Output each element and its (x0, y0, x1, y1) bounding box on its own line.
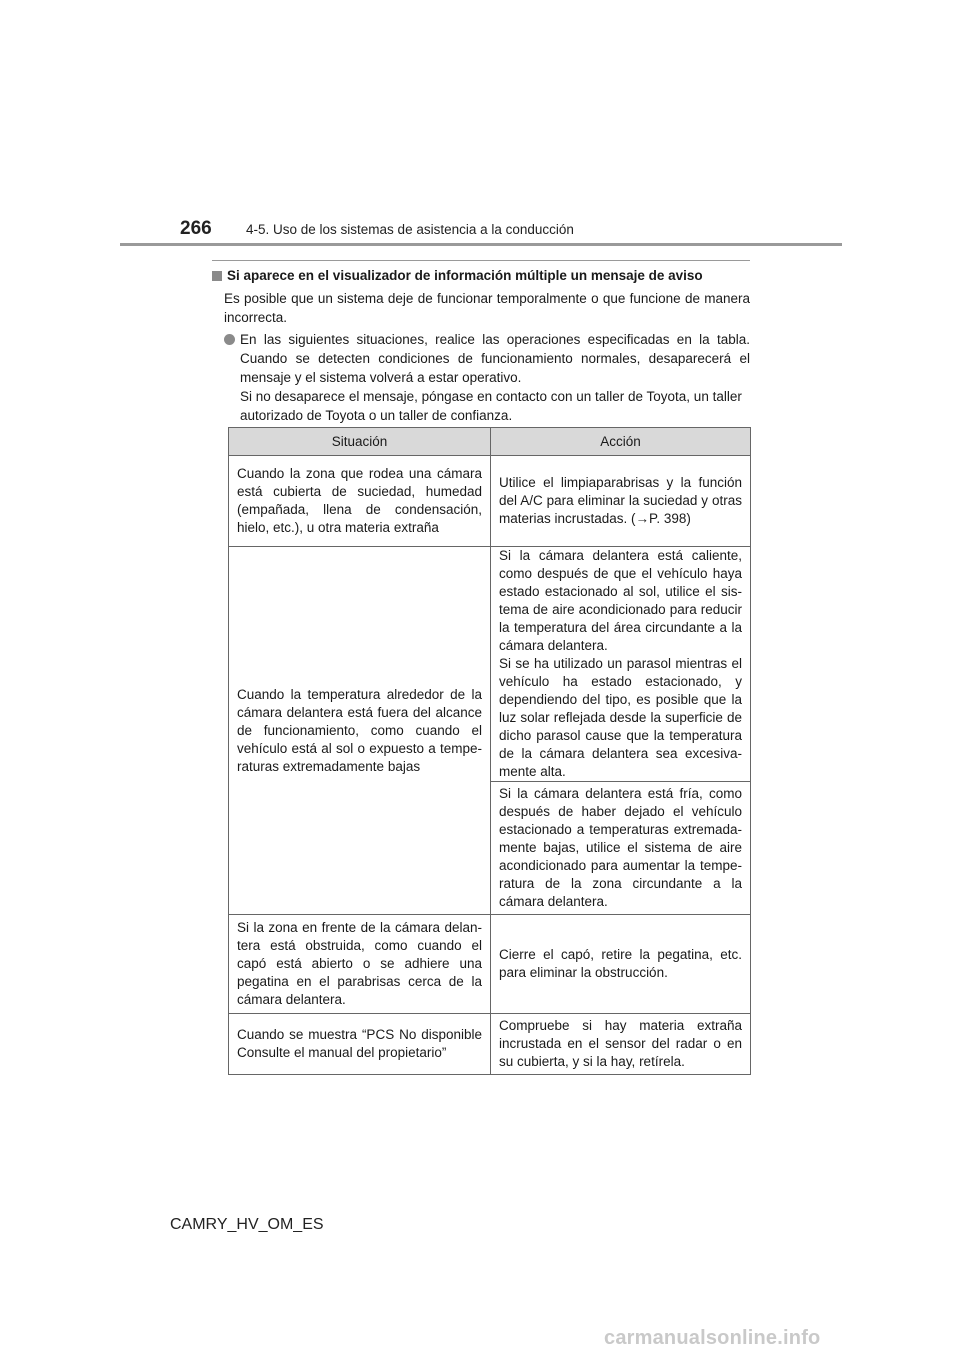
warning-table (228, 427, 751, 1075)
action-cell: Compruebe si hay materia extraña incrustada en el sensor del radar o en su cubierta, y si la hay, retírela. (491, 1014, 751, 1075)
action-cell: Cierre el capó, retire la pegatina, etc. para eliminar la obstrucción. (491, 915, 751, 1014)
action-cell: Si la cámara delantera está caliente, como después de que el vehículo haya estado estacionado al sol, utilice el sis-tema de aire acondicionado para reducir la temperatura del área circundante a la cámara delantera. Si se ha utilizado un parasol mientras el vehículo ha estado estacionado, y dependiendo del tipo, es posible que la luz solar reflejada desde la superficie de dicho parasol cause que la temperatura de la cámara delantera sea excesiva-mente alta. (491, 547, 751, 782)
watermark: carmanualsonline.info (604, 1327, 821, 1349)
table-row (229, 547, 751, 782)
subsection-heading (212, 268, 752, 283)
square-bullet-icon (212, 271, 222, 281)
action-cell: Utilice el limpiaparabrisas y la función del A/C para eliminar la suciedad y otras materias incrustadas. (→P. 398) (491, 456, 751, 547)
action-cell: Si la cámara delantera está fría, como después de haber dejado el vehículo estacionado a temperaturas extremada-mente bajas, utilice el sistema de aire acondicionado para aumentar la tempe-ratura de la zona circundante a la cámara delantera. (491, 782, 751, 915)
table-row (229, 1014, 751, 1075)
header-action: Acción (491, 428, 751, 456)
intro-paragraph: Es posible que un sistema deje de funcionar temporalmente o que funcione de manera incorrecta. (224, 291, 750, 325)
table-row (229, 456, 751, 547)
table-header-row (229, 428, 751, 456)
header-rule (120, 243, 842, 246)
note-paragraph: Si no desaparece el mensaje, póngase en contacto con un taller de Toyota, un taller autorizado de Toyota o un taller de confianza. (240, 389, 742, 423)
page-number: 266 (180, 218, 212, 239)
header-situation: Situación (229, 428, 491, 456)
situation-cell: Cuando la temperatura alrededor de la cámara delantera está fuera del alcance de funcionamiento, como cuando el vehículo está al sol o expuesto a tempe-raturas extremadamente bajas (229, 547, 491, 915)
situation-cell: Cuando se muestra “PCS No disponible Consulte el manual del propietario” (229, 1014, 491, 1075)
section-title: 4-5. Uso de los sistemas de asistencia a la conducción (246, 222, 574, 237)
heading-text: Si aparece en el visualizador de información múltiple un mensaje de aviso (227, 268, 703, 283)
situation-cell: Cuando la zona que rodea una cámara está cubierta de suciedad, humedad (empañada, llena de condensación, hielo, etc.), u otra materia extraña (229, 456, 491, 547)
bullet-paragraph: En las siguientes situaciones, realice las operaciones especificadas en la tabla. Cuando se detecten condiciones de funcionamiento normales, desaparecerá el mensaje y el sistema volverá a estar operativo. (240, 332, 750, 385)
situation-cell: Si la zona en frente de la cámara delan-tera está obstruida, como cuando el capó está abierto o se adhiere una pegatina en el parabrisas cerca de la cámara delantera. (229, 915, 491, 1014)
round-bullet-icon (224, 334, 235, 345)
subsection-rule (212, 260, 750, 261)
document-code: CAMRY_HV_OM_ES (170, 1216, 324, 1233)
table-row (229, 915, 751, 1014)
